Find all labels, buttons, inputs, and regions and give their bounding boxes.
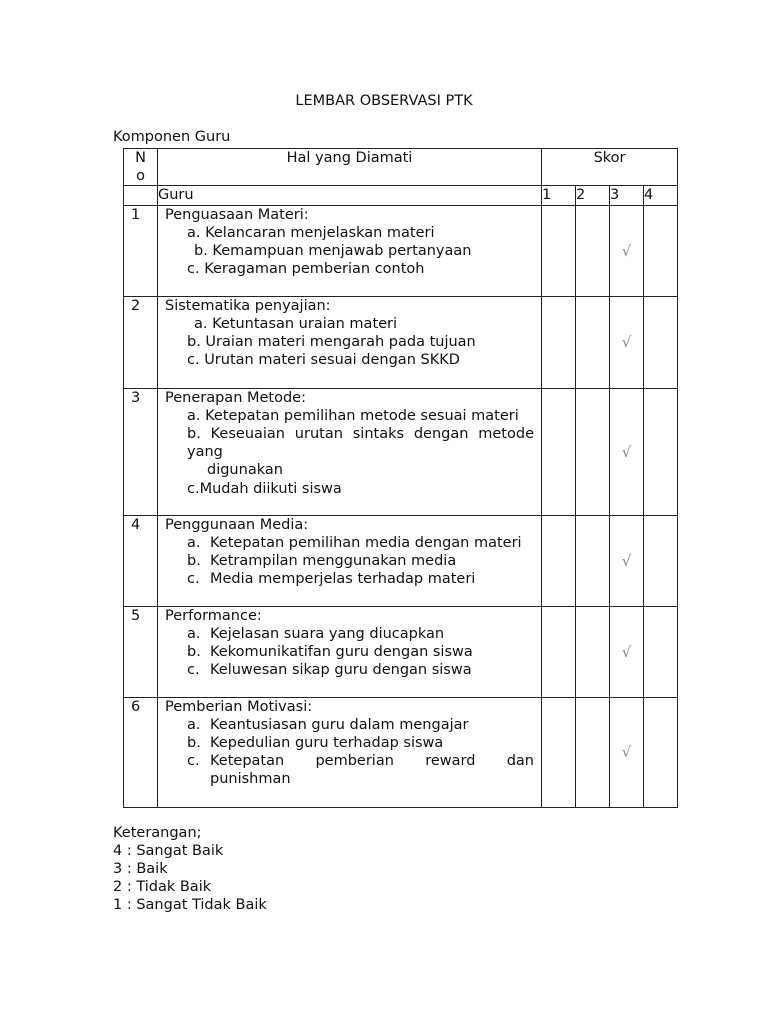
- row-content: [158, 205, 542, 296]
- score-cell: [542, 515, 576, 606]
- row-number: 1: [124, 205, 158, 296]
- row-item: [165, 552, 534, 570]
- score-cell: [576, 205, 610, 296]
- observation-table: [123, 148, 678, 808]
- item-text: Media memperjelas terhadap materi: [210, 571, 476, 588]
- row-item: a. Kelancaran menjelaskan materi: [187, 224, 435, 241]
- legend-item: 2 : Tidak Baik: [113, 879, 212, 895]
- item-marker: c.: [187, 662, 200, 679]
- check-mark-icon: √: [610, 606, 644, 697]
- subheader-empty: [124, 186, 158, 205]
- row-number: 4: [124, 515, 158, 606]
- item-text: Ketrampilan menggunakan media: [210, 553, 457, 570]
- score-cell: [542, 296, 576, 388]
- score-cell: [644, 606, 678, 697]
- item-marker: b.: [187, 644, 201, 661]
- row-number: 3: [124, 388, 158, 515]
- legend-title: Keterangan;: [113, 825, 202, 841]
- row-item: [165, 425, 534, 461]
- table-row: [124, 515, 678, 606]
- check-mark-icon: √: [610, 697, 644, 807]
- table-subheader-row: [124, 186, 678, 205]
- row-item: [165, 534, 534, 552]
- legend-item: 3 : Baik: [113, 861, 168, 877]
- row-content: [158, 388, 542, 515]
- table-row: [124, 296, 678, 388]
- item-marker: a.: [187, 716, 201, 733]
- row-number: 6: [124, 697, 158, 807]
- table-row: [124, 205, 678, 296]
- row-title: Pemberian Motivasi:: [165, 698, 313, 715]
- item-text: Kekomunikatifan guru dengan siswa: [210, 644, 473, 661]
- score-cell: [576, 296, 610, 388]
- table-header-row: [124, 149, 678, 186]
- row-content: [158, 296, 542, 388]
- item-text: Ketepatan pemilihan media dengan materi: [210, 534, 522, 551]
- score-cell: [542, 606, 576, 697]
- row-item-text: b. Keseuaian urutan sintaks dengan metode yang: [187, 426, 534, 461]
- header-no: N o: [124, 149, 158, 186]
- score-cell: [576, 697, 610, 807]
- legend-item: 4 : Sangat Baik: [113, 843, 224, 859]
- legend-item: 1 : Sangat Tidak Baik: [113, 897, 267, 913]
- row-content: [158, 606, 542, 697]
- score-col-2: 2: [576, 186, 610, 205]
- score-cell: [644, 388, 678, 515]
- legend: [113, 824, 267, 914]
- score-cell: [542, 697, 576, 807]
- row-item: digunakan: [207, 462, 283, 479]
- row-title: Penerapan Metode:: [165, 389, 306, 406]
- row-item: b. Uraian materi mengarah pada tujuan: [187, 334, 476, 351]
- row-item: c. Keragaman pemberian contoh: [187, 261, 425, 278]
- score-col-4: 4: [644, 186, 678, 205]
- score-cell: [644, 515, 678, 606]
- score-col-1: 1: [542, 186, 576, 205]
- item-text: Kejelasan suara yang diucapkan: [210, 625, 445, 642]
- check-mark-icon: √: [610, 296, 644, 388]
- row-item: [165, 570, 534, 588]
- table-row: [124, 606, 678, 697]
- score-cell: [576, 606, 610, 697]
- table-row: [124, 697, 678, 807]
- score-cell: [542, 388, 576, 515]
- row-item: c.Mudah diikuti siswa: [187, 480, 342, 497]
- score-cell: [576, 388, 610, 515]
- row-item: [165, 734, 534, 752]
- item-marker: c.: [187, 753, 200, 770]
- score-col-3: 3: [610, 186, 644, 205]
- row-title: Penguasaan Materi:: [165, 206, 309, 223]
- item-marker: c.: [187, 571, 200, 588]
- item-marker: b.: [187, 553, 201, 570]
- table-row: [124, 388, 678, 515]
- row-item: [165, 752, 534, 788]
- score-cell: [644, 697, 678, 807]
- header-skor: Skor: [542, 149, 678, 186]
- row-item: [165, 661, 534, 679]
- item-text: Ketepatan pemberian reward dan punishman: [210, 753, 534, 788]
- row-item: [165, 625, 534, 643]
- check-mark-icon: √: [610, 515, 644, 606]
- row-item: c. Urutan materi sesuai dengan SKKD: [187, 352, 460, 369]
- row-title: Sistematika penyajian:: [165, 297, 331, 314]
- subheader-guru: Guru: [158, 186, 542, 205]
- section-label: Komponen Guru: [113, 129, 231, 145]
- score-cell: [576, 515, 610, 606]
- check-mark-icon: √: [610, 205, 644, 296]
- row-content: [158, 697, 542, 807]
- row-item: [165, 643, 534, 661]
- row-number: 5: [124, 606, 158, 697]
- row-item: a. Ketuntasan uraian materi: [194, 315, 398, 332]
- row-item: [165, 716, 534, 734]
- item-marker: a.: [187, 534, 201, 551]
- row-item: b. Kemampuan menjawab pertanyaan: [194, 243, 472, 260]
- document-title: LEMBAR OBSERVASI PTK: [295, 93, 473, 109]
- header-hal: Hal yang Diamati: [158, 149, 542, 186]
- row-title: Penggunaan Media:: [165, 516, 309, 533]
- item-text: Kepedulian guru terhadap siswa: [210, 735, 444, 752]
- row-number: 2: [124, 296, 158, 388]
- row-item: a. Ketepatan pemilihan metode sesuai materi: [187, 407, 519, 424]
- score-cell: [644, 205, 678, 296]
- item-text: Keantusiasan guru dalam mengajar: [210, 716, 469, 733]
- row-title: Performance:: [165, 607, 262, 624]
- score-cell: [644, 296, 678, 388]
- check-mark-icon: √: [610, 388, 644, 515]
- item-marker: b.: [187, 735, 201, 752]
- score-cell: [542, 205, 576, 296]
- item-marker: a.: [187, 625, 201, 642]
- row-content: [158, 515, 542, 606]
- item-text: Keluwesan sikap guru dengan siswa: [210, 662, 472, 679]
